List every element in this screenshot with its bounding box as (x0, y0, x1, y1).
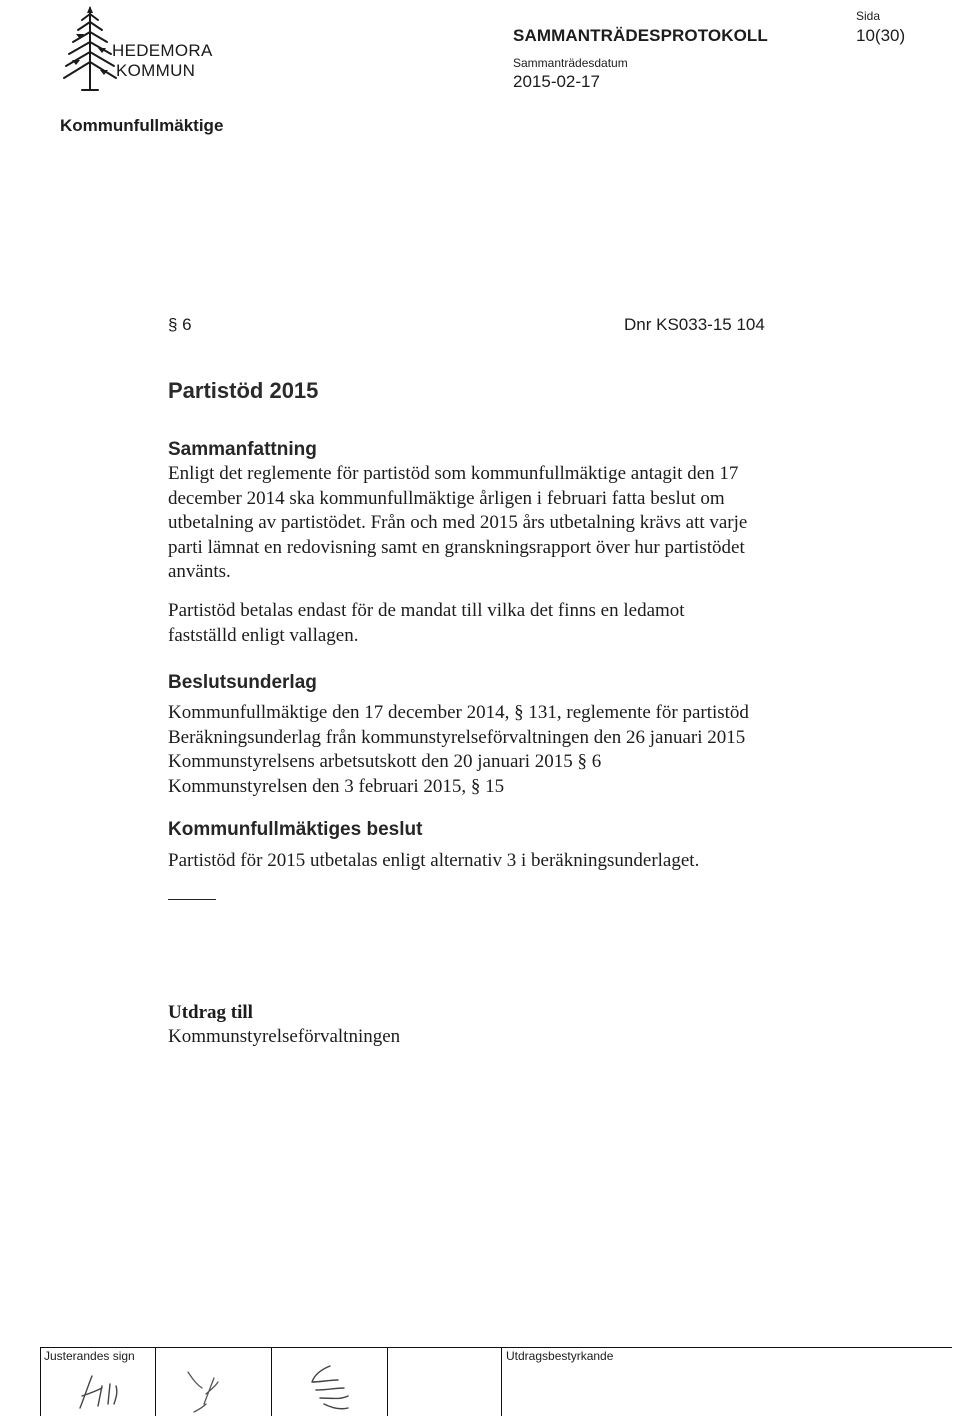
decision-heading: Kommunfullmäktiges beslut (168, 819, 423, 840)
basis-item: Kommunstyrelsen den 3 februari 2015, § 15 (168, 775, 505, 797)
extract-heading: Utdrag till (168, 1002, 253, 1023)
basis-item: Beräkningsunderlag från kommunstyrelseförvaltningen den 26 januari 2015 (168, 726, 746, 748)
summary-line: Partistöd betalas endast för de mandat till vilka det finns en ledamot (168, 600, 685, 621)
basis-item: Kommunfullmäktige den 17 december 2014, § 131, reglemente för partistöd (168, 702, 749, 723)
summary-line: Enligt det reglemente för partistöd som kommunfullmäktige antagit den 17 (168, 463, 739, 484)
diary-number: Dnr KS033-15 104 (624, 315, 765, 334)
basis-list (168, 701, 928, 799)
municipality-logo (60, 4, 250, 96)
certification-label: Utdragsbestyrkande (506, 1349, 614, 1363)
summary-paragraph-2 (168, 599, 928, 648)
assembly-name: Kommunfullmäktige (60, 116, 224, 135)
initials-signature (290, 1360, 370, 1416)
page-title: Partistöd 2015 (168, 378, 319, 403)
basis-item: Kommunstyrelsens arbetsutskott den 20 januari 2015 § 6 (168, 751, 602, 773)
protocol-title: SAMMANTRÄDESPROTOKOLL (513, 26, 768, 45)
extract-recipient: Kommunstyrelseförvaltningen (168, 1026, 401, 1047)
summary-line: använts. (168, 561, 231, 583)
org-name-line2: KOMMUN (116, 61, 196, 80)
org-name-line1: HEDEMORA (112, 41, 213, 60)
paragraph-number: § 6 (168, 315, 192, 334)
footer-divider (387, 1348, 388, 1416)
initials-label: Justerandes sign (44, 1349, 135, 1363)
initials-signature (58, 1368, 138, 1416)
summary-line: parti lämnat en redovisning samt en granskningsrapport över hur partistödet (168, 536, 745, 558)
footer-divider (40, 1348, 41, 1416)
summary-line: fastställd enligt vallagen. (168, 624, 359, 646)
initials-signature (178, 1364, 258, 1414)
decision-text: Partistöd för 2015 utbetalas enligt alternativ 3 i beräkningsunderlaget. (168, 850, 700, 871)
meeting-date-label: Sammanträdesdatum (513, 56, 628, 70)
summary-heading: Sammanfattning (168, 439, 317, 460)
footer-rule (40, 1347, 952, 1348)
page-number: 10(30) (856, 26, 906, 45)
page-label: Sida (856, 9, 881, 23)
meeting-date: 2015-02-17 (513, 72, 600, 91)
summary-line: utbetalning av partistödet. Från och med 2015 års utbetalning krävs att varje (168, 512, 748, 534)
footer-divider (271, 1348, 272, 1416)
footer-divider (155, 1348, 156, 1416)
footer-divider (501, 1348, 502, 1416)
section-divider (168, 899, 216, 900)
summary-line: december 2014 ska kommunfullmäktige årligen i februari fatta beslut om (168, 487, 725, 509)
basis-heading: Beslutsunderlag (168, 672, 317, 693)
summary-paragraph-1 (168, 462, 928, 585)
